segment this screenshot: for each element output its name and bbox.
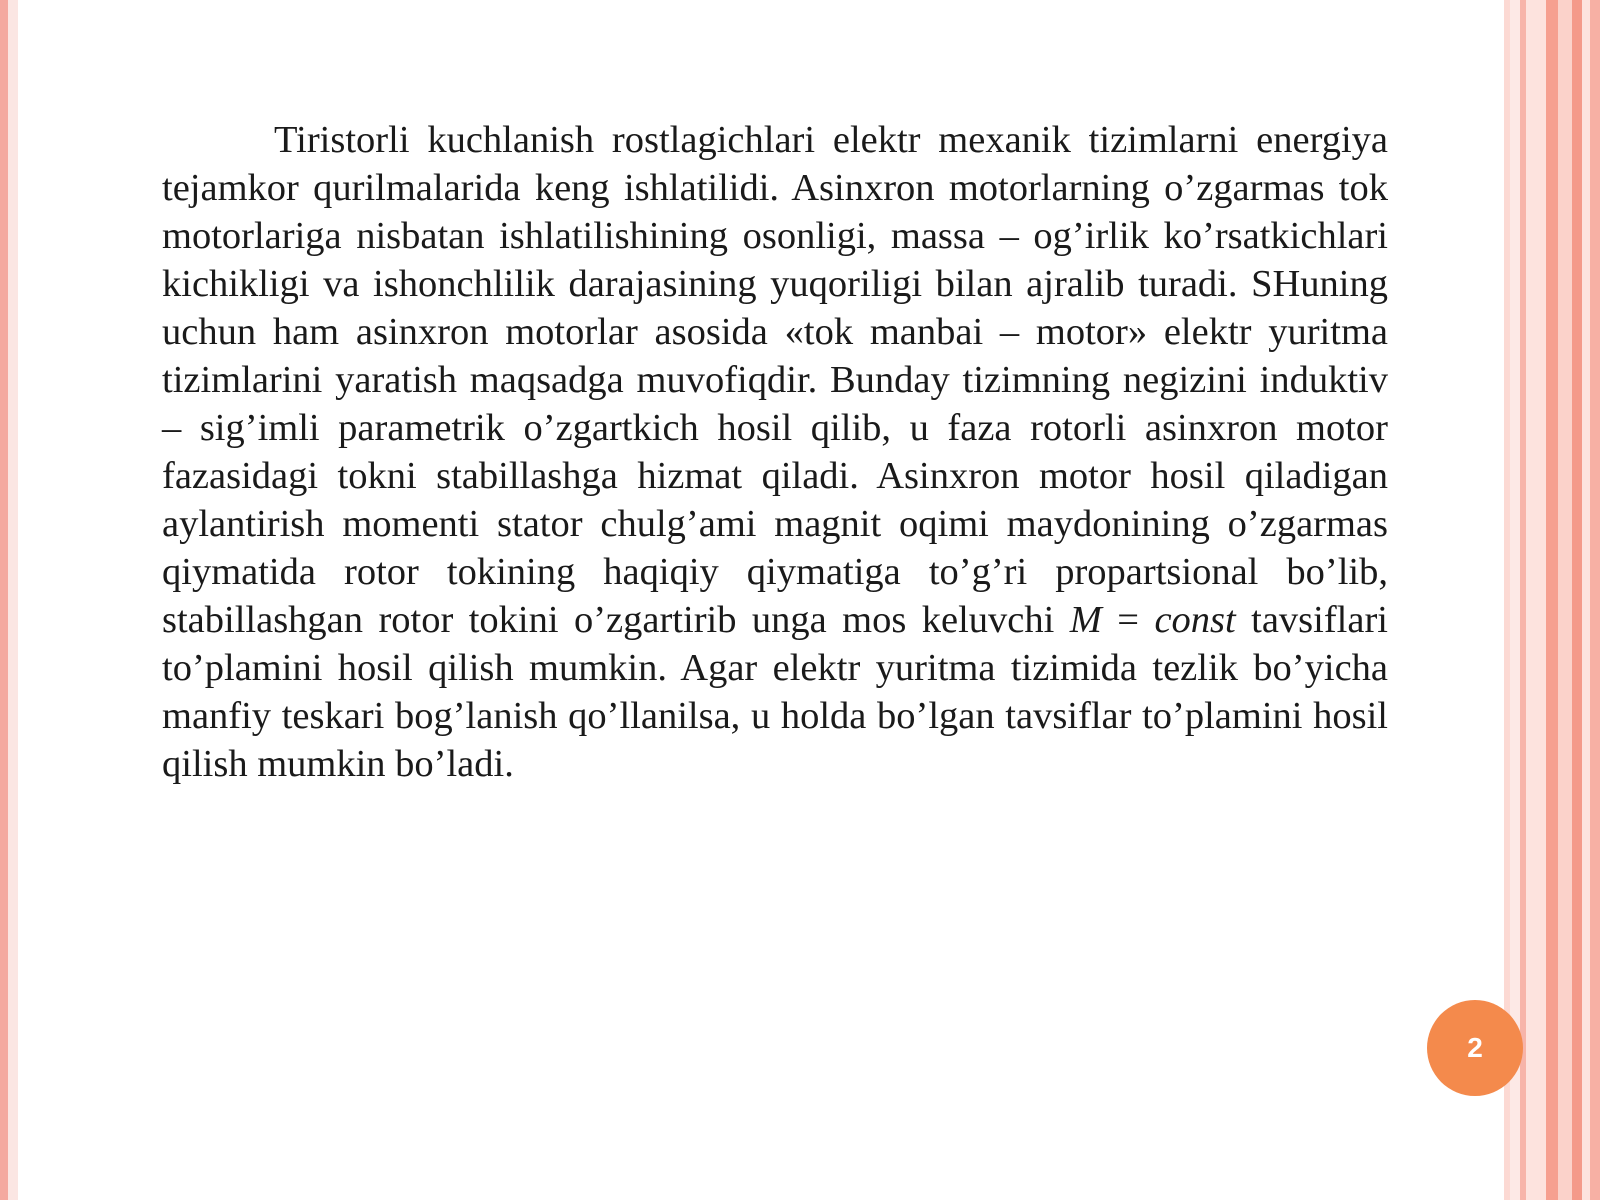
body-text-part1: Tiristorli kuchlanish rostlagichlari elektr mexanik tizimlarni energiya tejamkor qurilmalarida keng ishlatilidi. Asinxron motorlarning o’zgarmas tok motorlariga nisbatan ishlatilishining osonligi, massa – og’irlik ko’rsatkichlari kichikligi va ishonchlilik darajasining yuqoriligi bilan ajralib turadi. SHuning uchun ham asinxron motorlar asosida «tok manbai – motor» elektr yuritma tizimlarini yaratish maqsadga muvofiqdir. Bunday tizimning negizini induktiv – sig’imli parametrik o’zgartkich hosil qilib, u faza rotorli asinxron motor fazasidagi tokni stabillashga hizmat qiladi. Asinxron motor hosil qiladigan aylantirish momenti stator chulg’ami magnit oqimi maydonining o’zgarmas qiymatida rotor tokining haqiqiy qiymatiga to’g’ri propartsional bo’lib, stabillashgan rotor tokini o’zgartirib unga mos keluvchi [162,119,1388,641]
formula-equals: = [1101,599,1155,641]
page-number-badge: 2 [1427,1000,1523,1096]
right-decorative-band [1510,0,1600,1200]
formula-variable-m: M [1069,599,1102,641]
body-text-part2: tavsiflari to’plamini hosil qilish mumkin. Agar elektr yuritma tizimida tezlik bo’yicha manfiy teskari bog’lanish qo’llanilsa, u holda bo’lgan tavsiflar to’plamini hosil qilish mumkin bo’ladi. [162,599,1388,785]
formula-const: const [1154,599,1236,641]
left-border-inner-stripe [8,0,18,1200]
left-border-stripe [0,0,8,1200]
slide-body-text [162,116,1388,788]
